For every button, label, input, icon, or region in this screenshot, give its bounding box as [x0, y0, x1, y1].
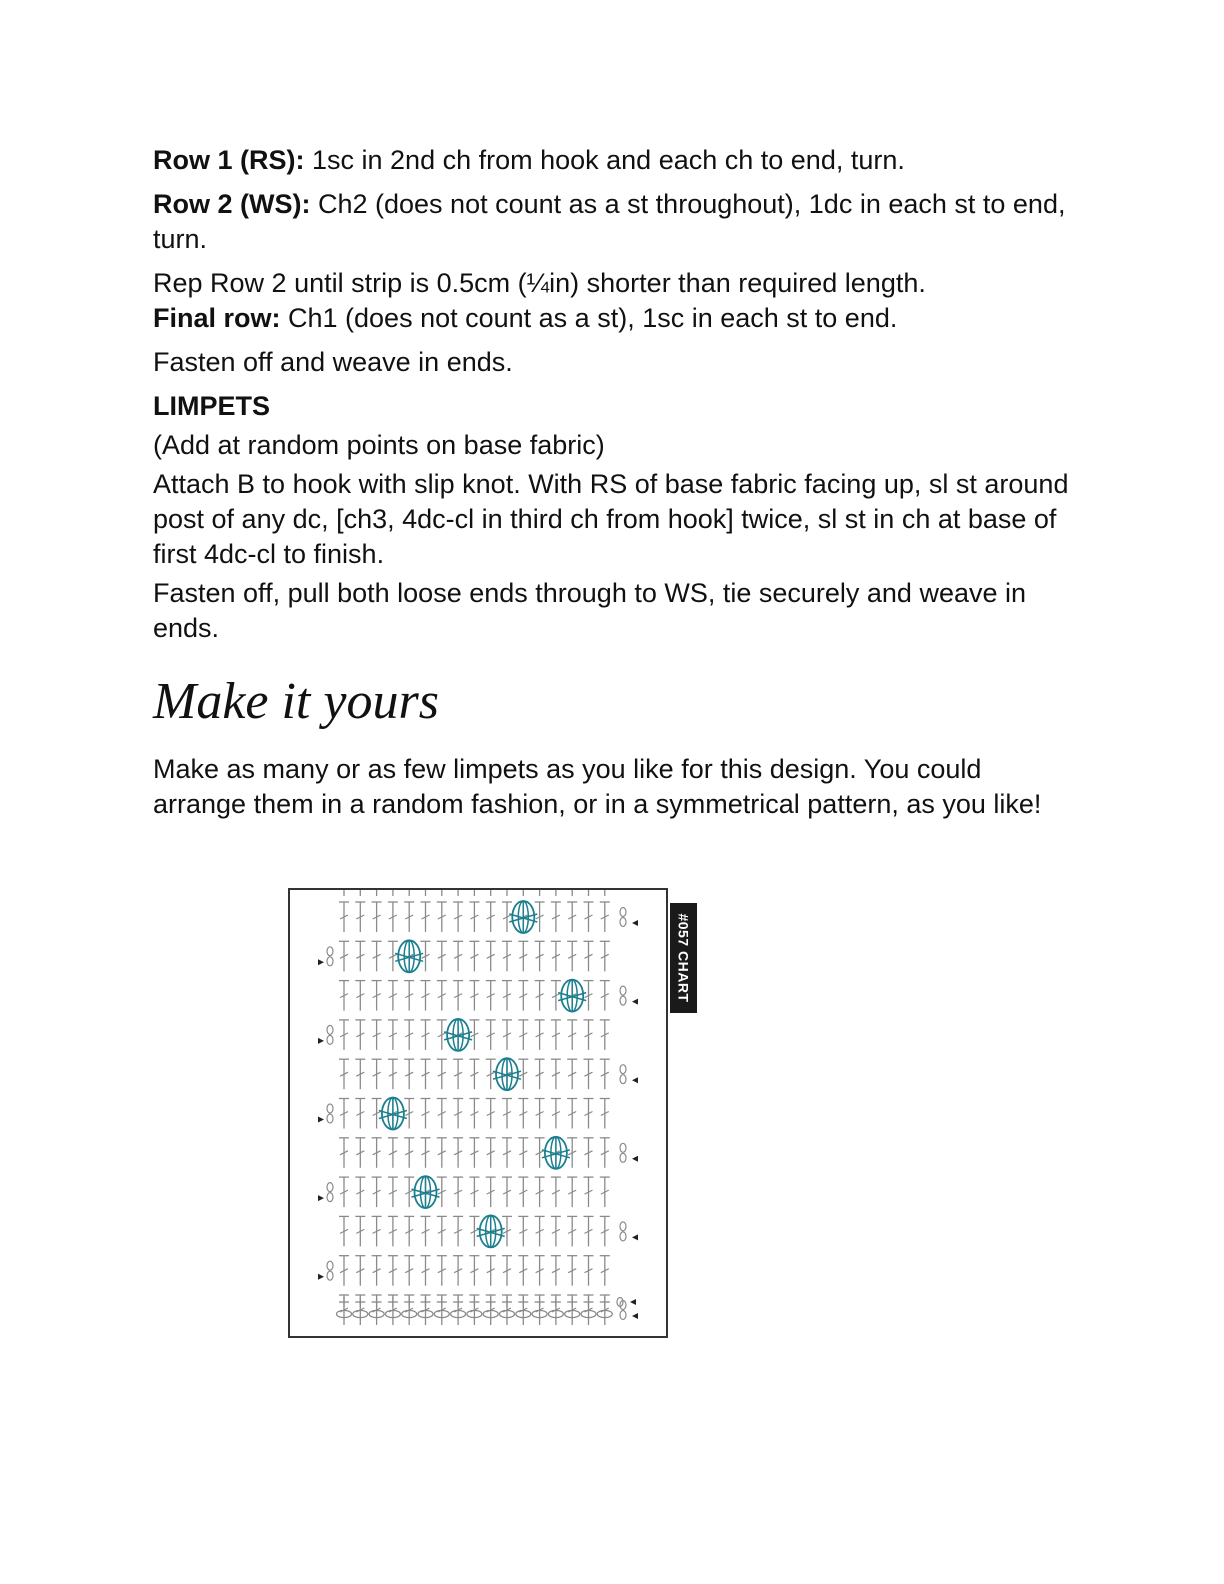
turning-chain: [620, 986, 626, 995]
turning-chain: [327, 947, 333, 956]
limpets-attach-instruction: Attach B to hook with slip knot. With RS of base fabric facing up, sl st around post of any dc, [ch3, 4dc-cl in third ch from hook] twice, sl st in ch at base of first 4dc-cl to finish.: [153, 469, 1069, 569]
turning-chain: [327, 1193, 333, 1202]
final-row-label: Final row:: [153, 303, 281, 333]
row1-instruction: [153, 143, 1073, 178]
turning-chain: [620, 996, 626, 1005]
chart-tab-label: #057 CHART: [675, 913, 692, 1003]
limpets-fasten-instruction: Fasten off, pull both loose ends through to WS, tie securely and weave in ends.: [153, 578, 1027, 643]
pattern-rows: [153, 143, 1073, 646]
turning-chain: [620, 1153, 626, 1162]
turning-chain: [327, 1035, 333, 1044]
turning-chain: [620, 908, 626, 917]
turning-chain: [620, 1143, 626, 1152]
turning-chain: [620, 918, 626, 927]
row-arrow: [632, 1077, 638, 1083]
make-it-yours-heading: Make it yours: [153, 673, 439, 730]
row-arrow: [318, 1195, 324, 1201]
crochet-chart: [288, 888, 668, 1338]
turning-chain: [620, 1232, 626, 1241]
turning-chain: [327, 1261, 333, 1270]
limpets-heading: LIMPETS: [153, 391, 271, 421]
limpets-note: (Add at random points on base fabric): [153, 430, 605, 460]
turning-chain: [620, 1222, 626, 1231]
row2-instruction: [153, 187, 1073, 257]
make-it-yours-body: Make as many or as few limpets as you like for this design. You could arrange them in a random fashion, or in a symmetrical pattern, as you like!: [153, 754, 1042, 819]
row2-text: Ch2 (does not count as a st throughout), 1dc in each st to end, turn.: [153, 189, 1066, 254]
row2-label: Row 2 (WS):: [153, 189, 311, 219]
row-arrow: [632, 999, 638, 1005]
row-arrow: [318, 1117, 324, 1123]
row-arrow: [630, 1299, 636, 1305]
turning-chain: [327, 1114, 333, 1123]
row-arrow: [632, 920, 638, 926]
row1-label: Row 1 (RS):: [153, 145, 305, 175]
turning-chain: [327, 1025, 333, 1034]
row-arrow: [632, 1313, 638, 1319]
fasten-off-instruction: Fasten off and weave in ends.: [153, 347, 513, 377]
row-arrow: [632, 1234, 638, 1240]
turning-chain: [620, 1311, 626, 1320]
turning-chain: [327, 957, 333, 966]
final-row-text: Ch1 (does not count as a st), 1sc in each st to end.: [280, 303, 898, 333]
turning-chain: [327, 1104, 333, 1113]
chart-tab: [670, 903, 697, 1013]
turning-chain: [327, 1183, 333, 1192]
turning-chain: [620, 1065, 626, 1074]
turning-chain: [327, 1271, 333, 1280]
row-arrow: [318, 959, 324, 965]
repeat-instruction: Rep Row 2 until strip is 0.5cm (¼in) shorter than required length.: [153, 268, 926, 298]
turning-chain: [620, 1075, 626, 1084]
row-arrow: [318, 1038, 324, 1044]
crochet-chart-svg: [290, 890, 666, 1336]
row-arrow: [318, 1274, 324, 1280]
row-arrow: [632, 1156, 638, 1162]
final-row-instruction: [153, 301, 1073, 336]
row1-text: 1sc in 2nd ch from hook and each ch to end, turn.: [304, 145, 905, 175]
